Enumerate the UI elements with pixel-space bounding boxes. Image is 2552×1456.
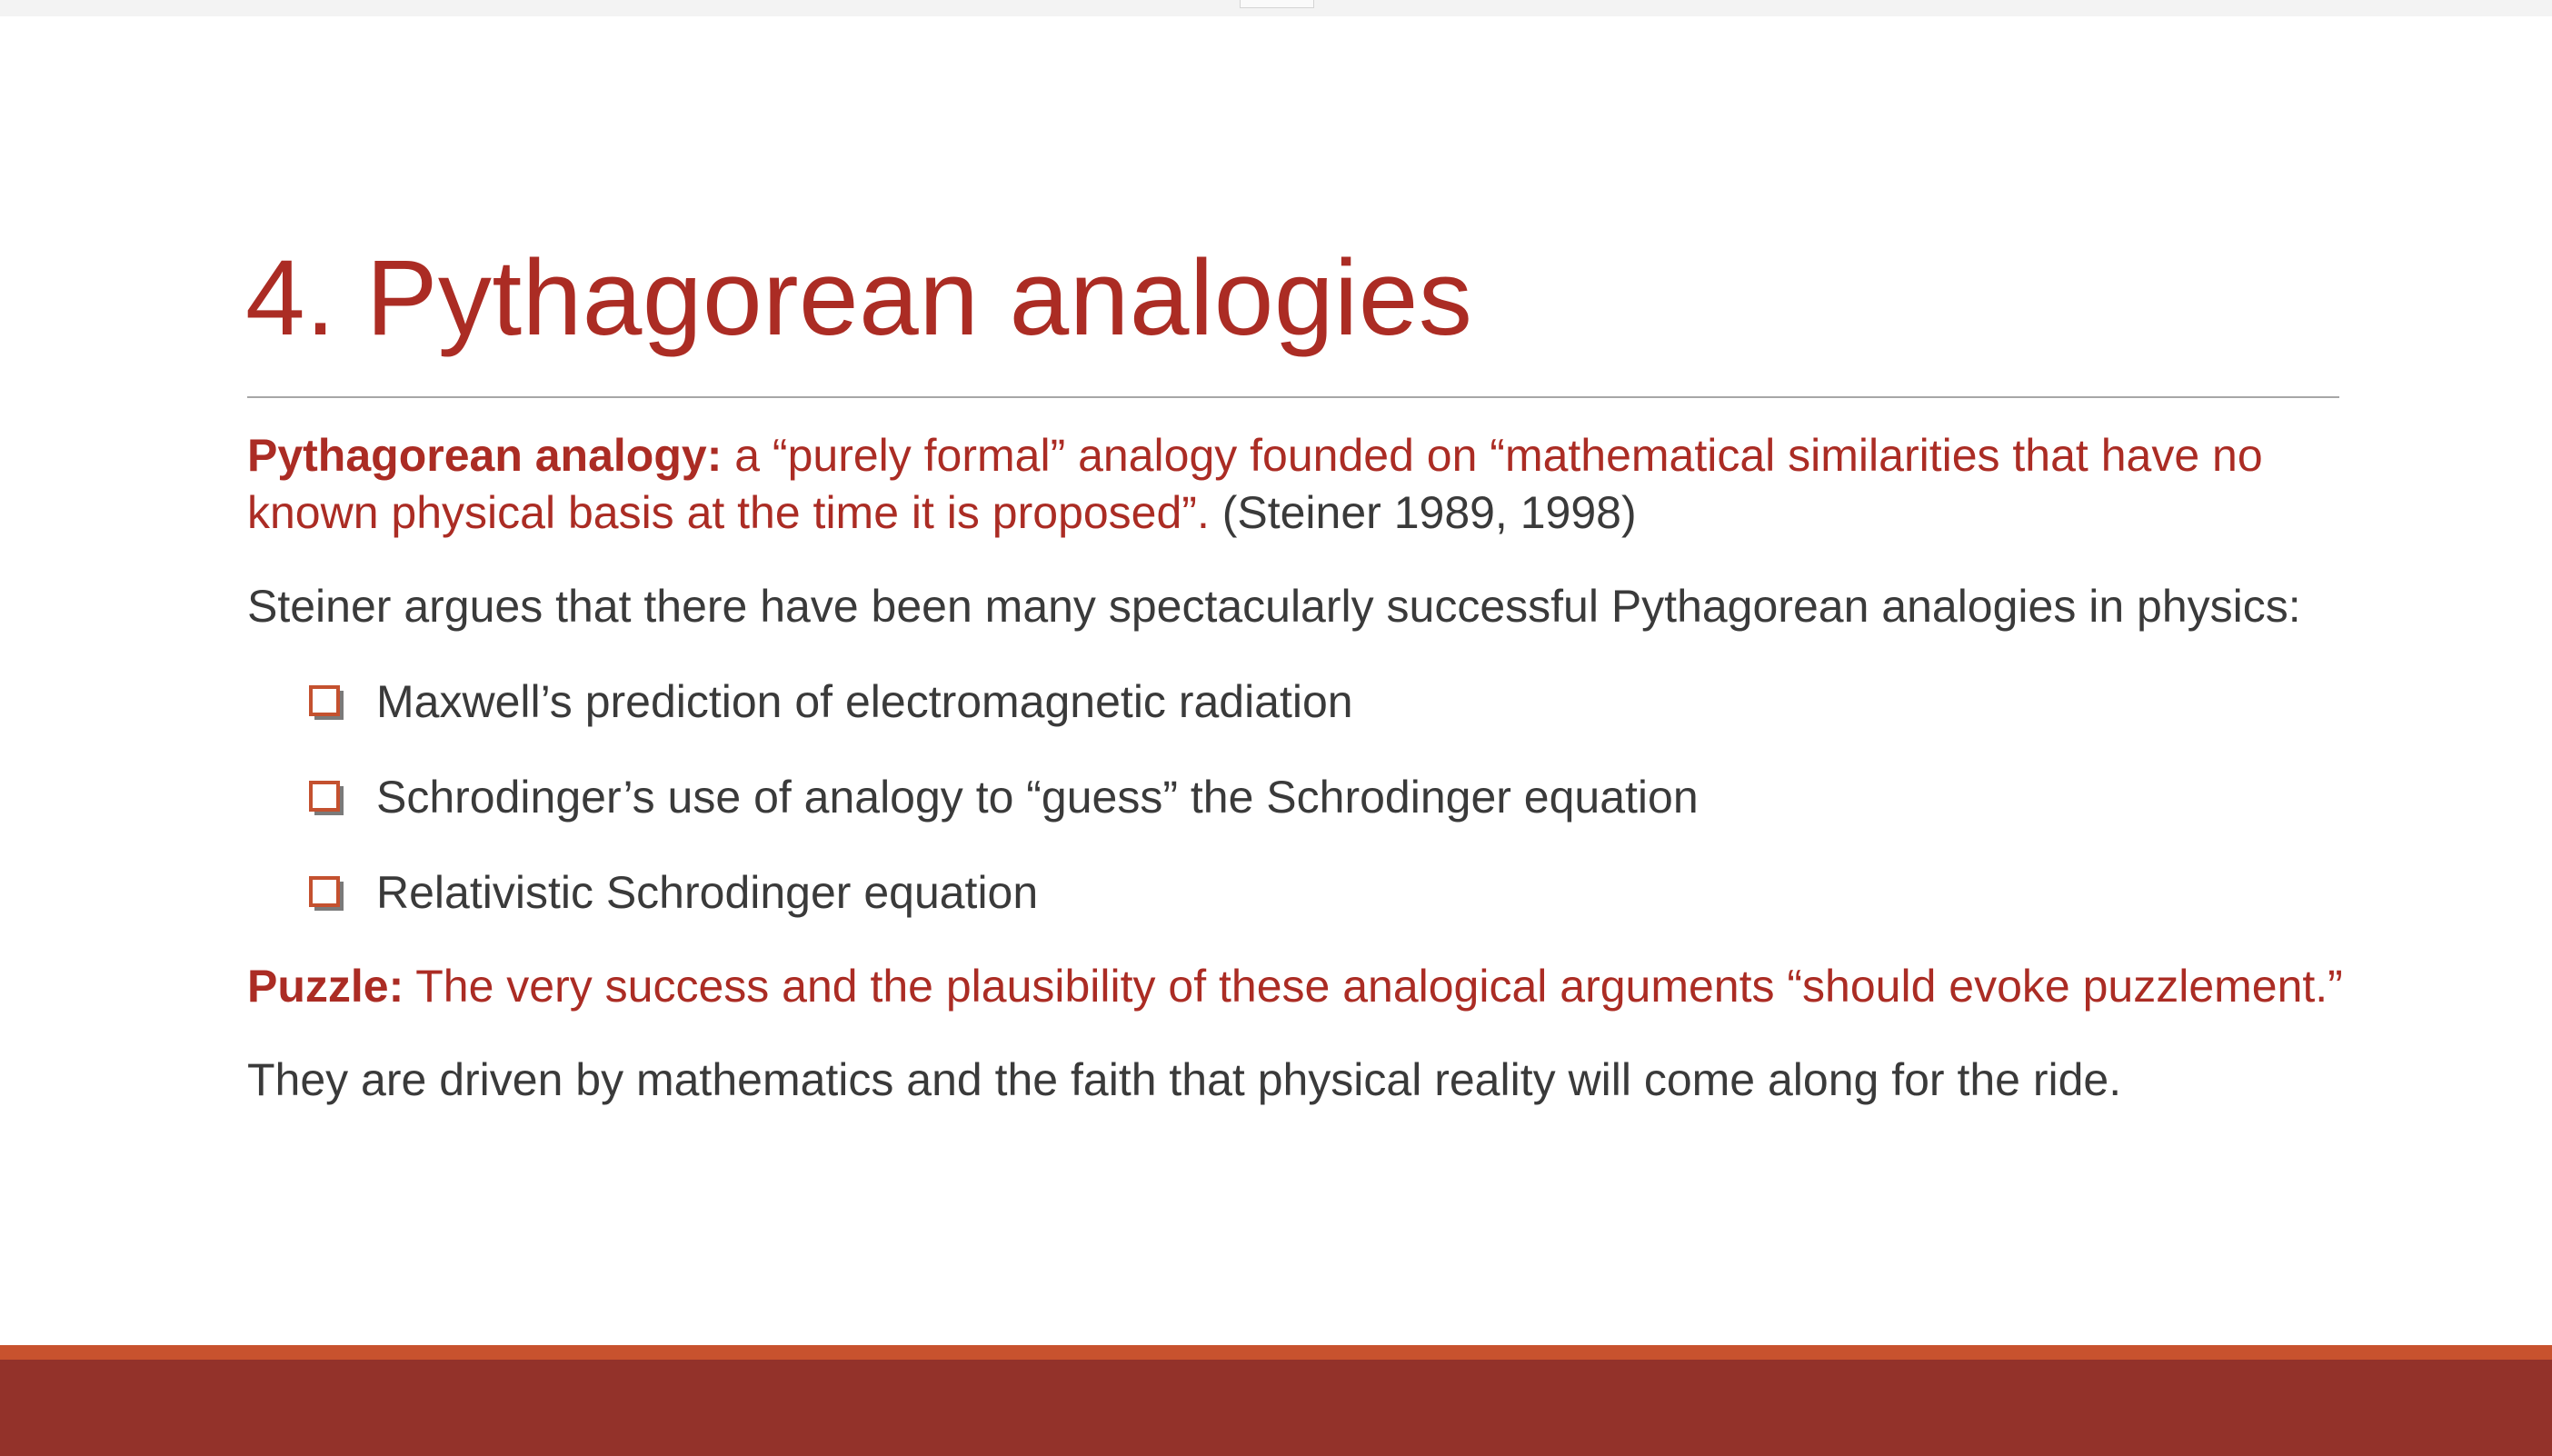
window-top-bar [0, 0, 2552, 17]
definition-term: Pythagorean analogy: [247, 430, 723, 481]
slide-title: 4. Pythagorean analogies [245, 238, 1473, 358]
checkbox-bullet-icon [309, 685, 340, 716]
slide-body [247, 427, 2356, 1109]
intro-paragraph: Steiner argues that there have been many spectacularly successful Pythagorean analogies in physics: [247, 581, 2301, 632]
definition-paragraph [247, 427, 2356, 542]
title-divider [247, 396, 2339, 398]
bullet-text: Relativistic Schrodinger equation [376, 867, 1039, 918]
checkbox-bullet-icon [309, 781, 340, 812]
definition-text: a “purely formal” analogy founded on “mathematical similarities that have no known physical basis at the time it is proposed”. [247, 430, 2263, 538]
puzzle-paragraph [247, 958, 2356, 1015]
top-bar-handle[interactable] [1240, 0, 1314, 8]
bullet-list [247, 673, 2356, 922]
closing-paragraph: They are driven by mathematics and the faith that physical reality will come along for the ride. [247, 1054, 2122, 1105]
list-item [247, 769, 2356, 826]
bullet-text: Maxwell’s prediction of electromagnetic radiation [376, 676, 1353, 727]
bullet-text: Schrodinger’s use of analogy to “guess” the Schrodinger equation [376, 772, 1699, 823]
list-item [247, 673, 2356, 731]
checkbox-bullet-icon [309, 876, 340, 907]
footer-band [0, 1360, 2552, 1456]
footer-stripe [0, 1345, 2552, 1360]
slide [0, 16, 2552, 1345]
list-item [247, 864, 2356, 922]
puzzle-term: Puzzle: [247, 961, 404, 1012]
puzzle-text: The very success and the plausibility of these analogical arguments “should evoke puzzlement.” [404, 961, 2343, 1012]
definition-citation: (Steiner 1989, 1998) [1209, 487, 1637, 538]
